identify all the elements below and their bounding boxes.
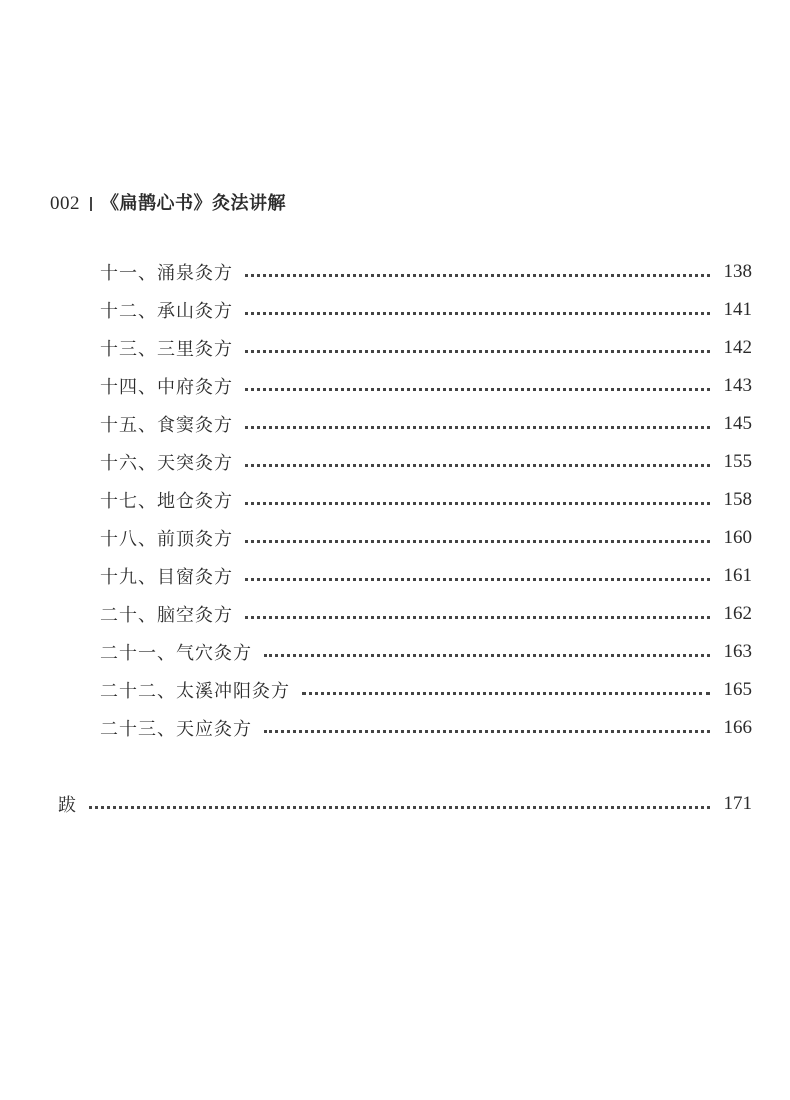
toc-entry-label: 二十三、天应灸方 [100, 719, 252, 740]
toc-entry [100, 599, 752, 629]
toc-entry-page: 141 [723, 299, 752, 320]
toc-entry-label: 二十一、气穴灸方 [100, 643, 252, 664]
toc-entry [100, 485, 752, 515]
toc-entry-label: 十八、前顶灸方 [100, 529, 233, 550]
toc-entry-page: 142 [723, 337, 752, 358]
toc-entry-page: 161 [723, 565, 752, 586]
toc-entry-page: 171 [723, 793, 752, 814]
dot-leader [245, 388, 710, 391]
toc-entry-page: 155 [723, 451, 752, 472]
toc-entry-page: 163 [723, 641, 752, 662]
toc-entry [100, 257, 752, 287]
header-separator [90, 197, 92, 211]
toc-entry-label: 十九、目窗灸方 [100, 567, 233, 588]
header-book-title: 《扁鹊心书》灸法讲解 [101, 193, 286, 214]
toc-entry-page: 145 [723, 413, 752, 434]
toc-entry [100, 295, 752, 325]
toc-entry-label: 十二、承山灸方 [100, 301, 233, 322]
toc-entry [100, 523, 752, 553]
toc-entry-page: 165 [723, 679, 752, 700]
dot-leader [245, 540, 710, 543]
toc-entry [100, 561, 752, 591]
toc-entry-label: 十七、地仓灸方 [100, 491, 233, 512]
toc-entry-label: 十一、涌泉灸方 [100, 263, 233, 284]
toc-entry-page: 143 [723, 375, 752, 396]
dot-leader [245, 464, 710, 467]
toc-entry [100, 371, 752, 401]
dot-leader [245, 350, 710, 353]
dot-leader [245, 426, 710, 429]
toc-entry-label: 跋 [58, 795, 77, 816]
toc-entry [100, 637, 752, 667]
dot-leader [245, 502, 710, 505]
dot-leader [245, 312, 710, 315]
toc-entry-afterword [58, 789, 752, 819]
toc-entry-page: 138 [723, 261, 752, 282]
toc-entry-page: 162 [723, 603, 752, 624]
toc-entry [100, 675, 752, 705]
dot-leader [264, 654, 710, 657]
toc-entry-page: 160 [723, 527, 752, 548]
toc-entry-label: 十五、食窦灸方 [100, 415, 233, 436]
toc-entry-label: 十六、天突灸方 [100, 453, 233, 474]
toc-entry [100, 333, 752, 363]
header-page-number: 002 [50, 193, 80, 214]
toc-entry [100, 713, 752, 743]
dot-leader [245, 578, 710, 581]
toc-entry-label: 十三、三里灸方 [100, 339, 233, 360]
dot-leader [89, 806, 710, 809]
toc-entry-label: 十四、中府灸方 [100, 377, 233, 398]
toc-entry [100, 447, 752, 477]
toc-entry-page: 158 [723, 489, 752, 510]
toc-entry-page: 166 [723, 717, 752, 738]
toc-entry [100, 409, 752, 439]
toc-entry-label: 二十、脑空灸方 [100, 605, 233, 626]
dot-leader [264, 730, 710, 733]
toc-entry-label: 二十二、太溪冲阳灸方 [100, 681, 290, 702]
dot-leader [245, 274, 710, 277]
dot-leader [245, 616, 710, 619]
running-head [50, 192, 286, 216]
dot-leader [302, 692, 710, 695]
